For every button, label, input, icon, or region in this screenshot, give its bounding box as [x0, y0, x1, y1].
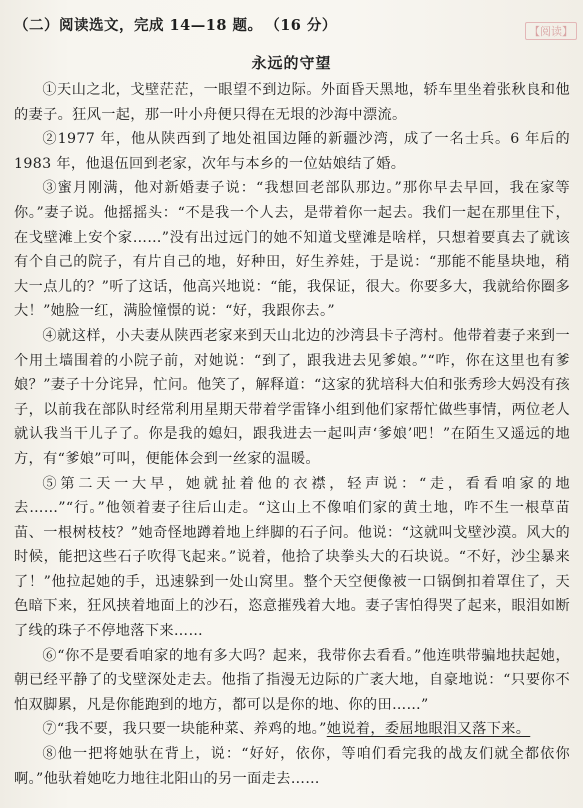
paragraph-4: ④就这样，小夫妻从陕西老家来到天山北边的沙湾县卡子湾村。他带着妻子来到一个用土墙围着的小院子前，对她说：“到了，跟我进去见爹娘。”“咋，你在这里也有爹娘？”妻子十分诧异，忙问。他笑了，解释道：“这家的犹培科大伯和张秀珍大妈没有孩子，以前我在部队时经常利用星期天带着学雷锋小组到他们家帮忙做些事情，两位老人就认我当干儿子了。你是我的媳妇，跟我进去一起叫声‘爹娘’吧！”在陌生又遥远的地方，有“爹娘”可叫，便能体会到一丝家的温暖。 [14, 327, 570, 467]
paragraph-7 [14, 717, 570, 742]
section-instruction: （二）阅读选文，完成 14—18 题。 [14, 17, 263, 34]
section-score: （16 分） [272, 17, 337, 34]
paragraph-5: ⑤第二天一大早，她就扯着他的衣襟，轻声说：“走，看看咱家的地去……”“行。”他领着妻子往后山走。“这山上不像咱们家的黄土地，咋不生一根草苗苗、一根树枝枝？”她奇怪地蹲着地上绊脚的石子问。他说：“这就叫戈壁沙漠。风大的时候，能把这些石子吹得飞起来。”说着，他拾了块拳头大的石块说。“不好，沙尘暴来了！”他拉起她的手，迅速躲到一处山窝里。整个天空便像被一口锅倒扣着罩住了，天色暗下来，狂风挟着地面上的沙石，恣意摧残着大地。妻子害怕得哭了起来，眼泪如断了线的珠子不停地落下来…… [14, 475, 570, 640]
faded-stamp-tag: 【阅读】 [525, 22, 577, 40]
paragraph-8: ⑧他一把将她驮在背上，说：“好好，依你，等咱们看完我的战友们就全都依你啊。”他驮着她吃力地往北阳山的另一面走去…… [14, 746, 570, 787]
paragraph-2: ②1977 年，他从陕西到了地处祖国边陲的新疆沙湾，成了一名士兵。6 年后的 1983 年，他退伍回到老家，次年与本乡的一位姑娘结了婚。 [14, 131, 570, 172]
underlined-sentence: 她说着，委屈地眼泪又落下来。 [326, 721, 531, 738]
passage-title: 永远的守望 [251, 54, 332, 72]
paragraph-1: ①天山之北，戈壁茫茫，一眼望不到边际。外面昏天黑地，轿车里坐着张秋良和他的妻子。狂风一起，那一叶小舟便只得在无垠的沙海中漂流。 [14, 82, 570, 123]
passage-body [14, 78, 570, 791]
paragraph-7-text: ⑦“我不要，我只要一块能种菜、养鸡的地。” [42, 721, 327, 738]
paragraph-6: ⑥“你不是要看咱家的地有多大吗？起来，我带你去看看。”他连哄带骗地扶起她，朝已经平静了的戈壁深处走去。他指了指漫无边际的广袤大地，自豪地说：“只要你不怕双脚累，凡是你能跑到的地方，都可以是你的地、你的田……” [14, 647, 570, 713]
section-header [14, 14, 569, 35]
paragraph-3: ③蜜月刚满，他对新婚妻子说：“我想回老部队那边。”那你早去早回，我在家等你。”妻子说。他摇摇头：“不是我一个人去，是带着你一起去。我们一起在那里住下，在戈壁滩上安个家……”没有出过远门的她不知道戈壁滩是啥样，只想着要真去了就该有个自己的院子，有片自己的地，好种田，好生养娃，于是说：“那能不能垦块地，稍大一点儿的？”听了这话，他高兴地说：“能，我保证，很大。你要多大，我就给你圈多大！”她脸一红，满脸憧憬的说：“好，我跟你去。” [14, 180, 570, 320]
